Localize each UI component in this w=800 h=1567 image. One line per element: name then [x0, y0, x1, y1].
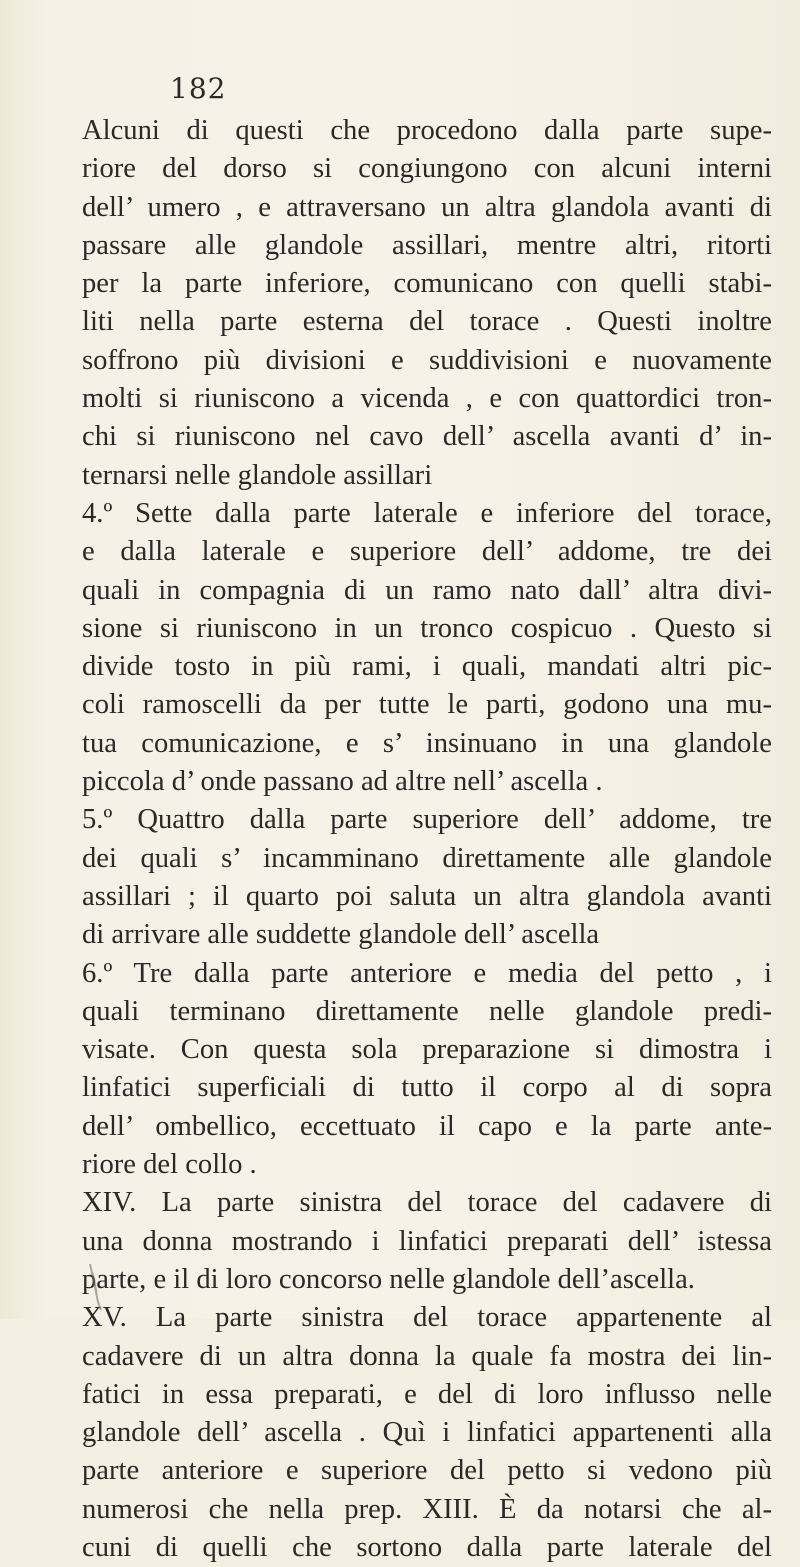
text-line: linfatici superficiali di tutto il corpo al di sopra [82, 1072, 772, 1104]
text-line: tua comunicazione, e s’ insinuano in una glandole [82, 727, 772, 759]
text-line: Alcuni di questi che procedono dalla parte supe- [82, 115, 772, 146]
text-line: per la parte inferiore, comunicano con quelli stabi- [82, 268, 772, 300]
text-line: dell’ umero , e attraversano un altra glandola avanti di [82, 191, 772, 223]
text-line: quali in compagnia di un ramo nato dall’ altra divi- [82, 574, 772, 606]
text-line: molti si riuniscono a vicenda , e con quattordici tron- [82, 383, 772, 415]
text-line: parte anteriore e superiore del petto si vedono più [82, 1455, 772, 1487]
text-line: e dalla laterale e superiore dell’ addome, tre dei [82, 536, 772, 568]
text-line: cadavere di un altra donna la quale fa mostra dei lin- [82, 1340, 772, 1372]
text-line: parte, e il di loro concorso nelle glandole dell’ascella. [82, 1263, 695, 1295]
text-line: XV. La parte sinistra del torace appartenente al [82, 1302, 772, 1334]
text-line: visate. Con questa sola preparazione si dimostra i [82, 1034, 772, 1066]
text-line: cuni di quelli che sortono dalla parte laterale del [82, 1531, 772, 1563]
text-line: chi si riuniscono nel cavo dell’ ascella avanti d’ in- [82, 421, 772, 453]
text-line: liti nella parte esterna del torace . Questi inoltre [82, 306, 772, 338]
text-line: riore del dorso si congiungono con alcuni interni [82, 153, 772, 185]
text-line: glandole dell’ ascella . Quì i linfatici appartenenti alla [82, 1417, 772, 1449]
text-line: ternarsi nelle glandole assillari [82, 459, 433, 491]
text-line: sione si riuniscono in un tronco cospicuo . Questo si [82, 612, 772, 644]
text-line: passare alle glandole assillari, mentre altri, ritorti [82, 229, 772, 261]
text-line: riore del collo . [82, 1149, 257, 1181]
ink-smudge [88, 1262, 108, 1312]
text-line: dei quali s’ incamminano direttamente alle glandole [82, 842, 772, 874]
text-line: fatici in essa preparati, e del di loro influsso nelle [82, 1378, 772, 1410]
text-line: quali terminano direttamente nelle glandole predi- [82, 995, 772, 1027]
text-line: 6.º Tre dalla parte anteriore e media del petto , i [82, 957, 772, 989]
text-line: 4.º Sette dalla parte laterale e inferiore del torace, [82, 497, 772, 529]
text-line: di arrivare alle suddette glandole dell’ ascella [82, 919, 600, 951]
text-line: piccola d’ onde passano ad altre nell’ ascella . [82, 766, 603, 798]
text-line: dell’ ombellico, eccettuato il capo e la parte ante- [82, 1110, 772, 1142]
text-line: coli ramoscelli da per tutte le parti, godono una mu- [82, 689, 772, 721]
body-text [82, 112, 772, 1567]
text-line: una donna mostrando i linfatici preparati dell’ istessa [82, 1225, 772, 1257]
page-number: 182 [170, 72, 227, 105]
text-line: soffrono più divisioni e suddivisioni e nuovamente [82, 344, 772, 376]
text-line: assillari ; il quarto poi saluta un altra glandola avanti [82, 880, 772, 912]
text-line: XIV. La parte sinistra del torace del cadavere di [82, 1187, 772, 1219]
text-line: divide tosto in più rami, i quali, mandati altri pic- [82, 651, 772, 683]
text-line: numerosi che nella prep. XIII. È da notarsi che al- [82, 1493, 772, 1525]
text-line: 5.º Quattro dalla parte superiore dell’ addome, tre [82, 804, 772, 836]
